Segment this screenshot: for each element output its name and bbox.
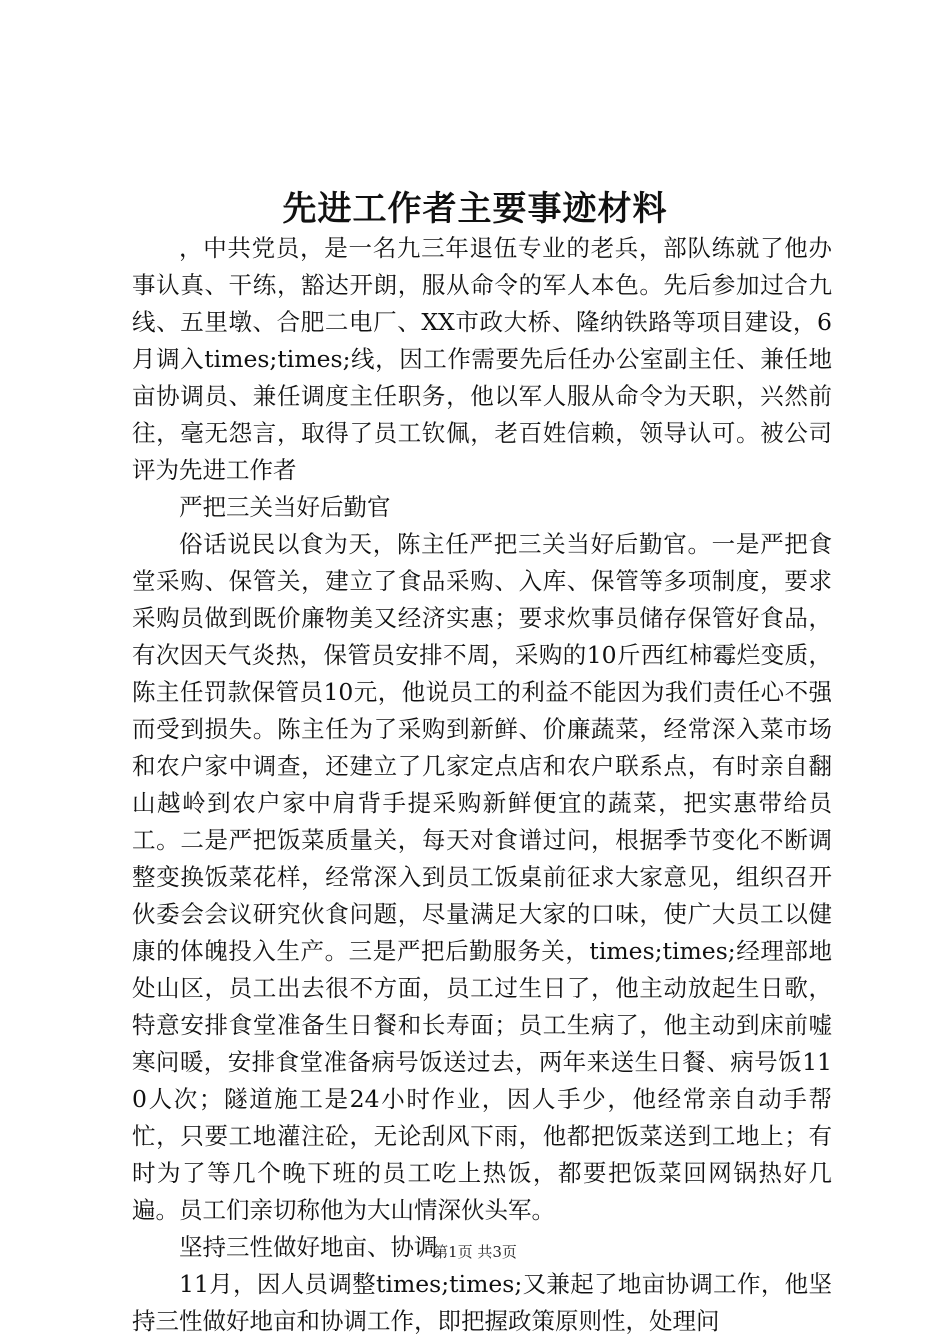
paragraph-land-coordination: 11月，因人员调整times;times;又兼起了地亩协调工作，他坚持三性做好地亩和协调工作，即把握政策原则性，处理问 bbox=[132, 1270, 832, 1335]
page-footer: 第1页 共3页 bbox=[433, 1243, 517, 1261]
paragraph-intro: ，中共党员，是一名九三年退伍专业的老兵，部队练就了他办事认真、干练，豁达开朗，服从命令的军人本色。先后参加过合九线、五里墩、合肥二电厂、XX市政大桥、隆纳铁路等项目建设，6月调入times;times;线，因工作需要先后任办公室副主任、兼任地亩协调员、兼任调度主任职务，他以军人服从命令为天职，兴然前往，毫无怨言，取得了员工钦佩，老百姓信赖，领导认可。被公司评为先进工作者 bbox=[132, 234, 832, 484]
document-body bbox=[132, 230, 832, 1340]
section-heading-logistics: 严把三关当好后勤官 bbox=[179, 493, 391, 521]
document-title: 先进工作者主要事迹材料 bbox=[282, 189, 668, 229]
section-heading-land-coordination: 坚持三性做好地亩、协调 bbox=[179, 1233, 438, 1261]
paragraph-logistics: 俗话说民以食为天，陈主任严把三关当好后勤官。一是严把食堂采购、保管关，建立了食品采购、入库、保管等多项制度，要求采购员做到既价廉物美又经济实惠；要求炊事员储存保管好食品，有次因天气炎热，保管员安排不周，采购的10斤西红柿霉烂变质，陈主任罚款保管员10元，他说员工的利益不能因为我们责任心不强而受到损失。陈主任为了采购到新鲜、价廉蔬菜，经常深入菜市场和农户家中调查，还建立了几家定点店和农户联系点，有时亲自翻山越岭到农户家中肩背手提采购新鲜便宜的蔬菜，把实惠带给员工。二是严把饭菜质量关，每天对食谱过问，根据季节变化不断调整变换饭菜花样，经常深入到员工饭桌前征求大家意见，组织召开伙委会会议研究伙食问题，尽量满足大家的口味，使广大员工以健康的体魄投入生产。三是严把后勤服务关，times;times;经理部地处山区，员工出去很不方面，员工过生日了，他主动放起生日歌，特意安排食堂准备生日餐和长寿面；员工生病了，他主动到床前嘘寒问暖，安排食堂准备病号饭送过去，两年来送生日餐、病号饭110人次；隧道施工是24小时作业，因人手少，他经常亲自动手帮忙，只要工地灌注砼，无论刮风下雨，他都把饭菜送到工地上；有时为了等几个晚下班的员工吃上热饭，都要把饭菜回网锅热好几遍。员工们亲切称他为大山情深伙头军。 bbox=[132, 530, 832, 1224]
